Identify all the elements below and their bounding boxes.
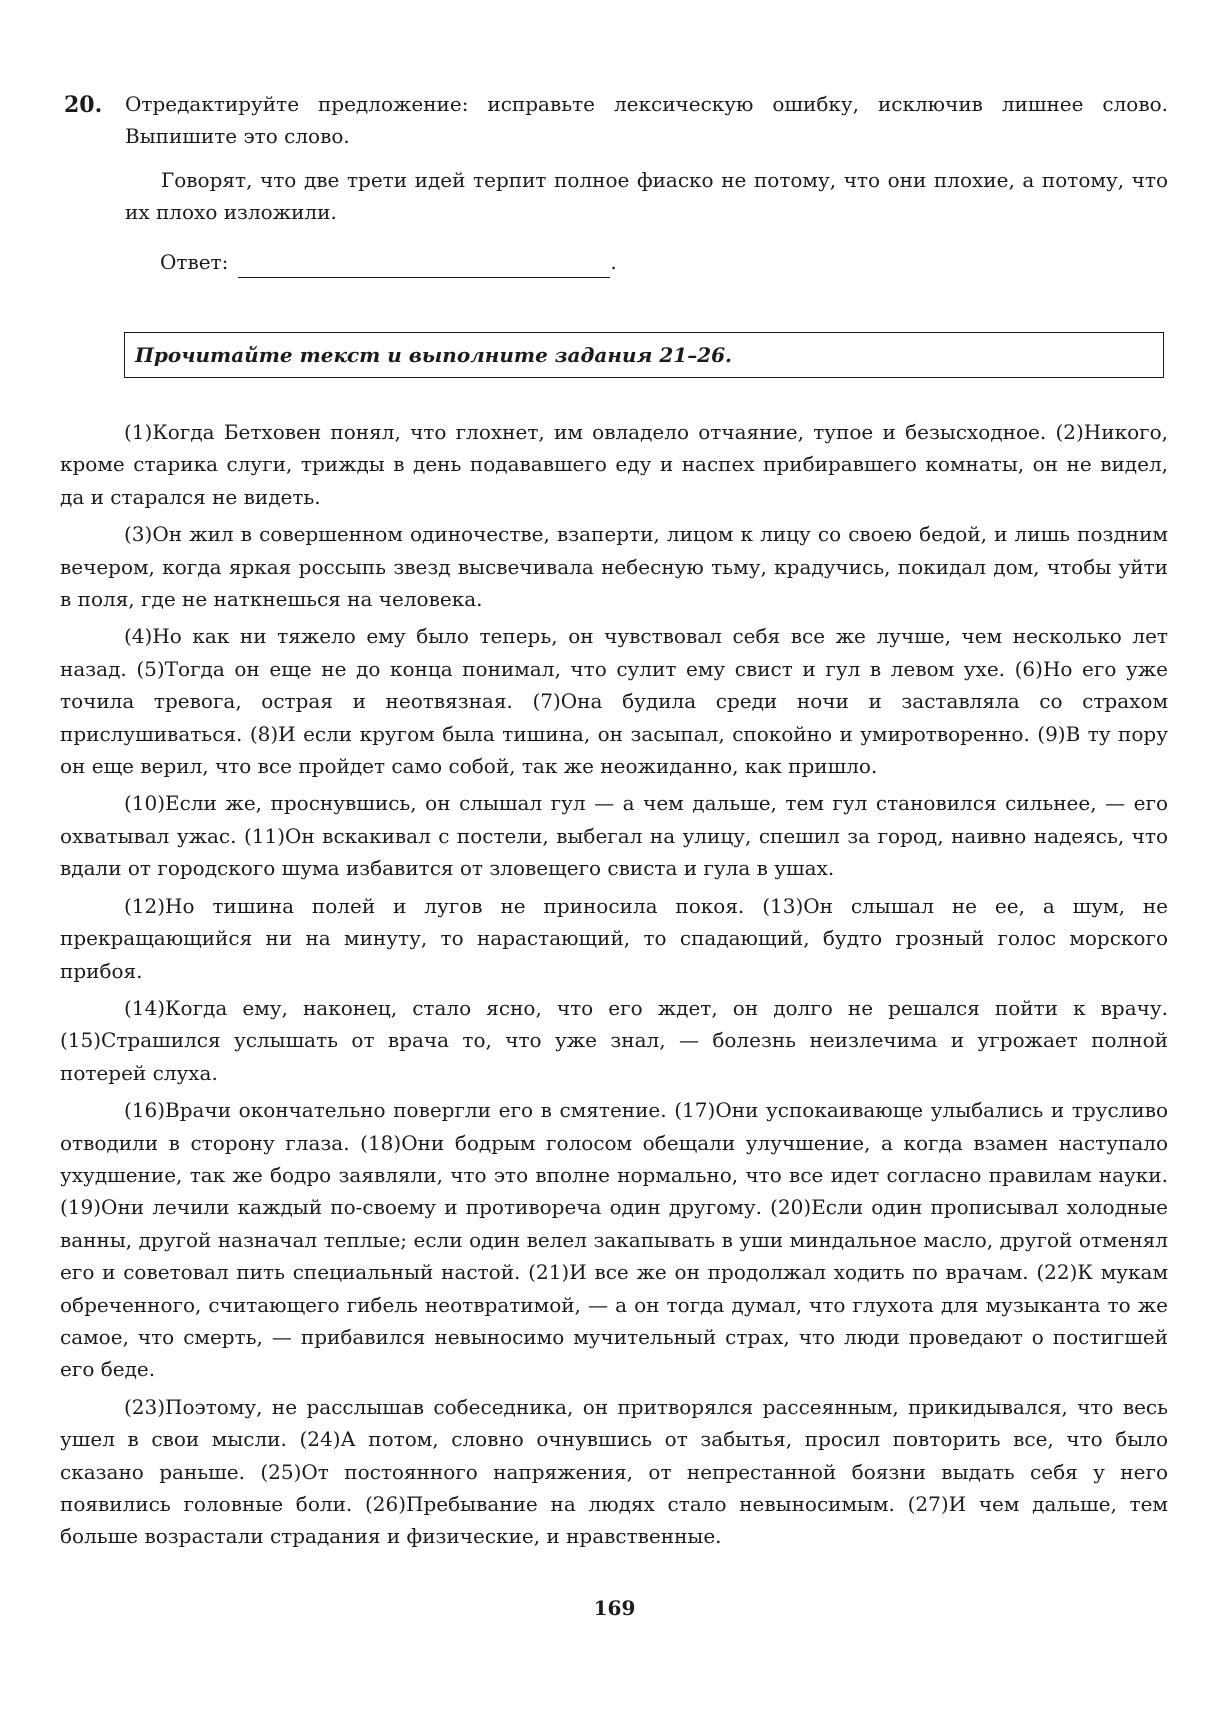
page-number: 169 [593,1596,636,1620]
answer-end: . [610,250,617,274]
passage-paragraph: (3)Он жил в совершенном одиночестве, взаперти, лицом к лицу со своею бедой, и лишь поздним вечером, когда яркая россыпь звезд высвечивала небесную тьму, крадучись, покидал дом, чтобы уйти в поля, где не наткнешься на человека. [60,522,1168,612]
answer-label: Ответ: [160,250,229,274]
passage-paragraph: (10)Если же, проснувшись, он слышал гул — а чем дальше, тем гул становился сильнее, — его охватывал ужас. (11)Он вскакивал с постели, выбегал на улицу, спешил за город, наивно надеясь, что вдали от городского шума избавится от зловещего свиста и гула в ушах. [60,791,1168,881]
task-instruction: Отредактируйте предложение: исправьте лексическую ошибку, исключив лишнее слово. Выпишите это слово. [125,92,1168,148]
passage-paragraph: (14)Когда ему, наконец, стало ясно, что его ждет, он долго не решался пойти к врачу. (15)Страшился услышать от врача то, что уже знал, — болезнь неизлечима и угрожает полной потерей слуха. [60,995,1168,1085]
task-sentence: Говорят, что две трети идей терпит полное фиаско не потому, что они плохие, а потому, что их плохо изложили. [125,168,1168,224]
task-20 [64,88,1168,278]
task-number: 20. [64,92,103,118]
reading-passage [60,416,1168,1558]
passage-paragraph: (16)Врачи окончательно повергли его в смятение. (17)Они успокаивающе улыбались и трусливо отводили в сторону глаза. (18)Они бодрым голосом обещали улучшение, а когда взамен наступало ухудшение, так же бодро заявляли, что это вполне нормально, что все идет согласно правилам науки. (19)Они лечили каждый по-своему и противореча один другому. (20)Если один прописывал холодные ванны, другой назначал теплые; если один велел закапывать в уши миндальное масло, другой отменял его и советовал пить специальный настой. (21)И все же он продолжал ходить по врачам. (22)К мукам обреченного, считающего гибель неотвратимой, — а он тогда думал, что глухота для музыканта то же самое, что смерть, — прибавился невыносимо мучительный страх, что люди проведают о постигшей его беде. [60,1098,1168,1382]
reading-instruction-text: Прочитайте текст и выполните задания 21–26. [135,343,732,367]
reading-instruction-box [124,332,1164,378]
passage-paragraph: (23)Поэтому, не расслышав собеседника, он притворялся рассеянным, прикидывался, что весь ушел в свои мысли. (24)А потом, словно очнувшись от забытья, просил повторить все, что было сказано раньше. (25)От постоянного напряжения, от непрестанной боязни выдать себя у него появились головные боли. (26)Пребывание на людях стало невыносимым. (27)И чем дальше, тем больше возрастали страдания и физические, и нравственные. [60,1394,1168,1549]
passage-paragraph: (12)Но тишина полей и лугов не приносила покоя. (13)Он слышал не ее, а шум, не прекращающийся ни на минуту, то нарастающий, то спадающий, будто грозный голос морского прибоя. [60,893,1168,983]
passage-paragraph: (1)Когда Бетховен понял, что глохнет, им овладело отчаяние, тупое и безысходное. (2)Никого, кроме старика слуги, трижды в день подававшего еду и наспех прибиравшего комнаты, он не видел, да и старался не видеть. [60,420,1168,509]
answer-row [160,246,1168,278]
passage-paragraph: (4)Но как ни тяжело ему было теперь, он чувствовал себя все же лучше, чем несколько лет назад. (5)Тогда он еще не до конца понимал, что сулит ему свист и гул в левом ухе. (6)Но его уже точила тревога, острая и неотвязная. (7)Она будила среди ночи и заставляла со страхом прислушиваться. (8)И если кругом была тишина, он засыпал, спокойно и умиротворенно. (9)В ту пору он еще верил, что все пройдет само собой, так же неожиданно, как пришло. [60,624,1168,779]
answer-field[interactable] [238,253,610,278]
